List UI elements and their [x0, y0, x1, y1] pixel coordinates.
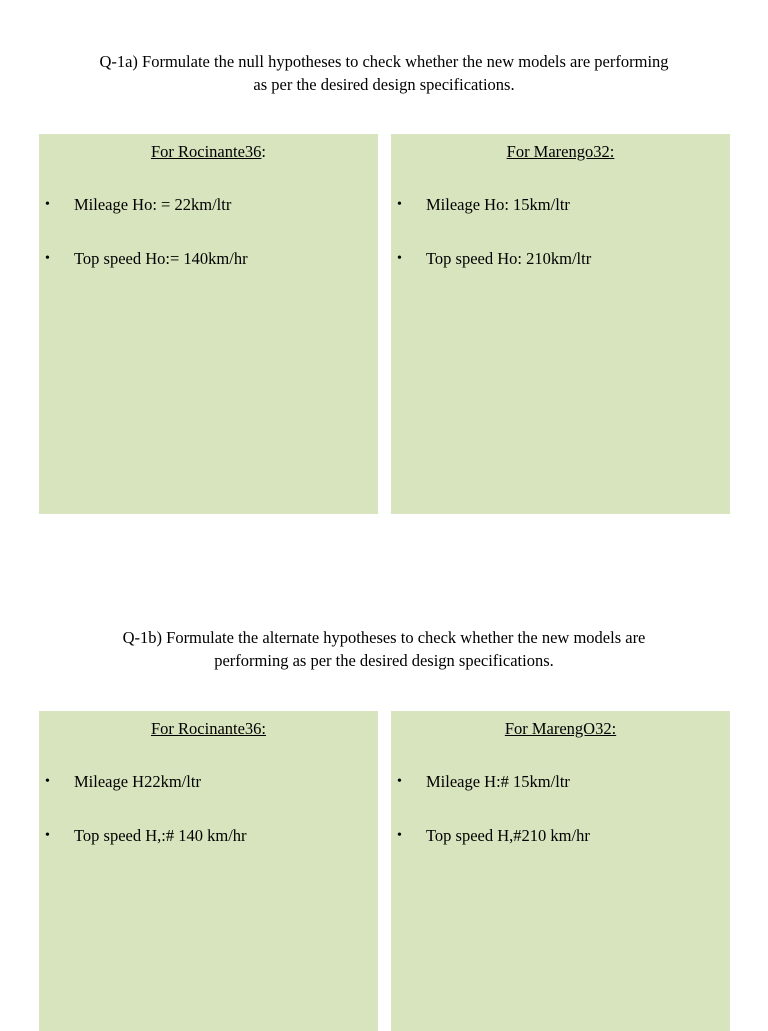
bullet-icon: • [45, 828, 50, 843]
panel-title: For MarengO32: [504, 719, 617, 738]
panel-title-text: For Rocinante36 [150, 142, 262, 161]
list-item [39, 195, 378, 219]
question-1a-line1: Q-1a) Formulate the null hypotheses to check whether the new models are performing [99, 52, 669, 71]
list-item [391, 772, 730, 796]
panel-alternate-marengo32 [391, 711, 730, 1031]
bullet-icon: • [397, 774, 402, 789]
question-1a [40, 50, 728, 96]
bullet-icon: • [397, 197, 402, 212]
panel-title: For Rocinante36: [150, 719, 267, 738]
list-item-text: Top speed H,:# 140 km/hr [74, 826, 247, 845]
list-item [391, 249, 730, 273]
bullet-icon: • [45, 197, 50, 212]
list-item [39, 772, 378, 796]
panel-title: For Marengo32: [506, 142, 615, 161]
bullet-icon: • [397, 251, 402, 266]
list-item-text: Mileage Ho: = 22km/ltr [74, 195, 232, 214]
list-item [39, 249, 378, 273]
bullet-icon: • [45, 251, 50, 266]
question-1b-line2: performing as per the desired design specifications. [214, 651, 554, 670]
question-1b [40, 626, 728, 672]
question-1a-line2: as per the desired design specifications. [253, 75, 515, 94]
panel-alternate-rocinante36 [39, 711, 378, 1031]
list-item-text: Mileage Ho: 15km/ltr [426, 195, 570, 214]
list-item-text: Mileage H:# 15km/ltr [426, 772, 570, 791]
list-item-text: Top speed Ho:= 140km/hr [74, 249, 248, 268]
bullet-icon: • [45, 774, 50, 789]
panel-title-suffix: : [261, 142, 267, 161]
list-item-text: Top speed H,#210 km/hr [426, 826, 590, 845]
question-1b-line1: Q-1b) Formulate the alternate hypotheses to check whether the new models are [122, 628, 646, 647]
list-item-text: Mileage H22km/ltr [74, 772, 201, 791]
panel-title [39, 142, 378, 162]
bullet-icon: • [397, 828, 402, 843]
list-item [39, 826, 378, 850]
list-item [391, 195, 730, 219]
panel-null-rocinante36 [39, 134, 378, 514]
list-item-text: Top speed Ho: 210km/ltr [426, 249, 592, 268]
panel-null-marengo32 [391, 134, 730, 514]
list-item [391, 826, 730, 850]
